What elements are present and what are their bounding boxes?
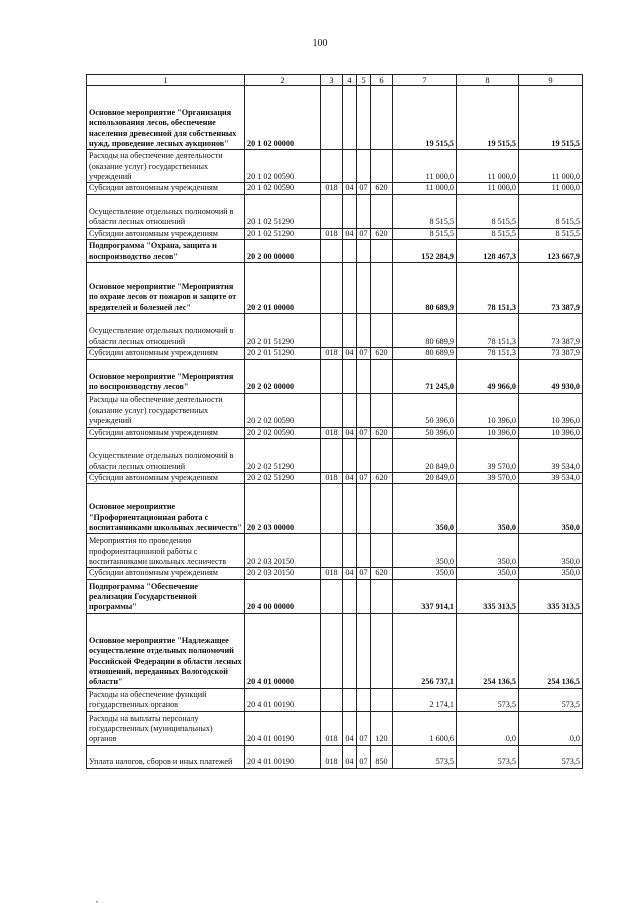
amount-year-3: 49 930,0 xyxy=(519,359,583,393)
amount-year-1: 152 284,9 xyxy=(393,240,457,263)
grbs-code xyxy=(321,439,343,473)
expense-type-code xyxy=(371,439,393,473)
grbs-code: 018 xyxy=(321,348,343,359)
expense-type-code xyxy=(371,150,393,183)
expense-type-code: 120 xyxy=(371,711,393,745)
section-code: 04 xyxy=(343,183,357,194)
budget-code: 20 2 02 00000 xyxy=(245,359,321,393)
grbs-code xyxy=(321,393,343,427)
amount-year-1: 20 849,0 xyxy=(393,439,457,473)
amount-year-3: 350,0 xyxy=(519,484,583,534)
budget-code: 20 4 01 00190 xyxy=(245,745,321,768)
budget-table xyxy=(86,74,583,769)
row-name: Осуществление отдельных полномочий в области лесных отношений xyxy=(87,439,245,473)
grbs-code: 018 xyxy=(321,228,343,239)
expense-type-code xyxy=(371,484,393,534)
section-code xyxy=(343,263,357,314)
row-name: Подпрограмма "Обеспечение реализации Государственной программы" xyxy=(87,579,245,613)
amount-year-3: 10 396,0 xyxy=(519,427,583,438)
row-name: Субсидии автономным учреждениям xyxy=(87,427,245,438)
amount-year-3: 573,5 xyxy=(519,745,583,768)
amount-year-1: 350,0 xyxy=(393,534,457,568)
table-row xyxy=(87,150,583,183)
amount-year-1: 50 396,0 xyxy=(393,427,457,438)
section-code: 04 xyxy=(343,711,357,745)
amount-year-1: 573,5 xyxy=(393,745,457,768)
section-code xyxy=(343,439,357,473)
amount-year-3: 10 396,0 xyxy=(519,393,583,427)
row-name: Подпрограмма "Охрана, защита и воспроизводство лесов" xyxy=(87,240,245,263)
grbs-code xyxy=(321,150,343,183)
row-name: Субсидии автономным учреждениям xyxy=(87,183,245,194)
subsection-code: 07 xyxy=(357,711,371,745)
amount-year-3: 123 667,9 xyxy=(519,240,583,263)
grbs-code xyxy=(321,314,343,348)
subsection-code xyxy=(357,613,371,688)
subsection-code xyxy=(357,484,371,534)
expense-type-code: 850 xyxy=(371,745,393,768)
expense-type-code: 620 xyxy=(371,473,393,484)
amount-year-2: 11 000,0 xyxy=(457,183,519,194)
amount-year-3: 573,5 xyxy=(519,688,583,711)
table-row xyxy=(87,534,583,568)
section-code: 04 xyxy=(343,745,357,768)
budget-code: 20 1 02 00590 xyxy=(245,150,321,183)
grbs-code xyxy=(321,194,343,228)
amount-year-2: 254 136,5 xyxy=(457,613,519,688)
table-row xyxy=(87,711,583,745)
column-header: 9 xyxy=(519,75,583,86)
subsection-code: 07 xyxy=(357,473,371,484)
expense-type-code: 620 xyxy=(371,228,393,239)
table-row xyxy=(87,183,583,194)
budget-code: 20 2 02 00590 xyxy=(245,393,321,427)
budget-code: 20 2 02 51290 xyxy=(245,439,321,473)
grbs-code xyxy=(321,579,343,613)
budget-code: 20 2 02 51290 xyxy=(245,473,321,484)
column-header: 3 xyxy=(321,75,343,86)
amount-year-2: 350,0 xyxy=(457,484,519,534)
column-header: 7 xyxy=(393,75,457,86)
amount-year-1: 2 174,1 xyxy=(393,688,457,711)
section-code: 04 xyxy=(343,348,357,359)
table-row xyxy=(87,393,583,427)
row-name: Мероприятия по проведению профориентационной работы с воспитанниками школьных лесничеств xyxy=(87,534,245,568)
table-row xyxy=(87,745,583,768)
grbs-code: 018 xyxy=(321,473,343,484)
amount-year-2: 573,5 xyxy=(457,688,519,711)
table-row xyxy=(87,228,583,239)
budget-code: 20 2 01 00000 xyxy=(245,263,321,314)
subsection-code xyxy=(357,534,371,568)
amount-year-3: 335 313,5 xyxy=(519,579,583,613)
amount-year-2: 10 396,0 xyxy=(457,393,519,427)
section-code xyxy=(343,86,357,150)
expense-type-code: 620 xyxy=(371,183,393,194)
amount-year-3: 8 515,5 xyxy=(519,194,583,228)
section-code xyxy=(343,579,357,613)
grbs-code xyxy=(321,263,343,314)
amount-year-1: 80 689,9 xyxy=(393,314,457,348)
table-row xyxy=(87,568,583,579)
budget-code: 20 4 00 00000 xyxy=(245,579,321,613)
expense-type-code xyxy=(371,240,393,263)
amount-year-3: 254 136,5 xyxy=(519,613,583,688)
grbs-code xyxy=(321,240,343,263)
table-row xyxy=(87,613,583,688)
budget-code: 20 4 01 00190 xyxy=(245,711,321,745)
row-name: Субсидии автономным учреждениям xyxy=(87,568,245,579)
amount-year-2: 78 151,3 xyxy=(457,314,519,348)
amount-year-2: 0,0 xyxy=(457,711,519,745)
subsection-code xyxy=(357,263,371,314)
amount-year-2: 19 515,5 xyxy=(457,86,519,150)
row-name: Основное мероприятие "Организация использования лесов, обеспечение населения древесиной для собственных нужд, проведение лесных аукционов" xyxy=(87,86,245,150)
expense-type-code xyxy=(371,534,393,568)
row-name: Основное мероприятие "Профориентационная работа с воспитанниками школьных лесничеств" xyxy=(87,484,245,534)
expense-type-code xyxy=(371,263,393,314)
budget-code: 20 2 03 00000 xyxy=(245,484,321,534)
budget-code: 20 1 02 51290 xyxy=(245,194,321,228)
table-row xyxy=(87,579,583,613)
section-code xyxy=(343,314,357,348)
expense-type-code xyxy=(371,194,393,228)
amount-year-1: 11 000,0 xyxy=(393,183,457,194)
grbs-code xyxy=(321,613,343,688)
subsection-code: 07 xyxy=(357,568,371,579)
amount-year-1: 19 515,5 xyxy=(393,86,457,150)
amount-year-3: 19 515,5 xyxy=(519,86,583,150)
table-row xyxy=(87,688,583,711)
budget-code: 20 4 01 00190 xyxy=(245,688,321,711)
amount-year-1: 8 515,5 xyxy=(393,228,457,239)
amount-year-3: 350,0 xyxy=(519,534,583,568)
amount-year-1: 350,0 xyxy=(393,484,457,534)
amount-year-1: 80 689,9 xyxy=(393,348,457,359)
table-row xyxy=(87,240,583,263)
budget-code: 20 2 01 51290 xyxy=(245,348,321,359)
grbs-code xyxy=(321,484,343,534)
subsection-code: 07 xyxy=(357,745,371,768)
table-row xyxy=(87,86,583,150)
grbs-code: 018 xyxy=(321,183,343,194)
expense-type-code: 620 xyxy=(371,568,393,579)
amount-year-2: 10 396,0 xyxy=(457,427,519,438)
section-code xyxy=(343,194,357,228)
amount-year-3: 8 515,5 xyxy=(519,228,583,239)
row-name: Расходы на обеспечение функций государственных органов xyxy=(87,688,245,711)
subsection-code xyxy=(357,359,371,393)
grbs-code xyxy=(321,688,343,711)
expense-type-code xyxy=(371,359,393,393)
amount-year-2: 78 151,3 xyxy=(457,348,519,359)
column-header: 6 xyxy=(371,75,393,86)
subsection-code: 07 xyxy=(357,183,371,194)
amount-year-3: 73 387,9 xyxy=(519,314,583,348)
amount-year-1: 8 515,5 xyxy=(393,194,457,228)
amount-year-1: 1 600,6 xyxy=(393,711,457,745)
amount-year-3: 39 534,0 xyxy=(519,473,583,484)
grbs-code: 018 xyxy=(321,568,343,579)
amount-year-2: 350,0 xyxy=(457,534,519,568)
budget-code: 20 4 01 00000 xyxy=(245,613,321,688)
table-header-row xyxy=(87,75,583,86)
amount-year-2: 8 515,5 xyxy=(457,228,519,239)
row-name: Расходы на обеспечение деятельности (оказание услуг) государственных учреждений xyxy=(87,393,245,427)
row-name: Расходы на обеспечение деятельности (оказание услуг) государственных учреждений xyxy=(87,150,245,183)
expense-type-code xyxy=(371,393,393,427)
amount-year-1: 80 689,9 xyxy=(393,263,457,314)
budget-code: 20 2 02 00590 xyxy=(245,427,321,438)
grbs-code: 018 xyxy=(321,745,343,768)
table-row xyxy=(87,194,583,228)
amount-year-2: 573,5 xyxy=(457,745,519,768)
footer-mark: , xyxy=(96,895,98,904)
column-header: 4 xyxy=(343,75,357,86)
table-row xyxy=(87,473,583,484)
section-code: 04 xyxy=(343,568,357,579)
amount-year-3: 73 387,9 xyxy=(519,263,583,314)
budget-code: 20 2 01 51290 xyxy=(245,314,321,348)
expense-type-code xyxy=(371,86,393,150)
table-row xyxy=(87,484,583,534)
grbs-code: 018 xyxy=(321,711,343,745)
subsection-code xyxy=(357,393,371,427)
amount-year-1: 20 849,0 xyxy=(393,473,457,484)
amount-year-2: 39 570,0 xyxy=(457,473,519,484)
expense-type-code xyxy=(371,314,393,348)
amount-year-3: 11 000,0 xyxy=(519,150,583,183)
amount-year-3: 73 387,9 xyxy=(519,348,583,359)
subsection-code: 07 xyxy=(357,427,371,438)
section-code: 04 xyxy=(343,228,357,239)
amount-year-3: 11 000,0 xyxy=(519,183,583,194)
section-code xyxy=(343,150,357,183)
subsection-code xyxy=(357,240,371,263)
subsection-code xyxy=(357,314,371,348)
grbs-code xyxy=(321,86,343,150)
subsection-code: 07 xyxy=(357,228,371,239)
table-row xyxy=(87,314,583,348)
budget-code: 20 2 03 20150 xyxy=(245,568,321,579)
amount-year-2: 49 966,0 xyxy=(457,359,519,393)
budget-code: 20 2 03 20150 xyxy=(245,534,321,568)
expense-type-code: 620 xyxy=(371,348,393,359)
row-name: Основное мероприятие "Мероприятия по воспроизводству лесов" xyxy=(87,359,245,393)
amount-year-2: 39 570,0 xyxy=(457,439,519,473)
row-name: Осуществление отдельных полномочий в области лесных отношений xyxy=(87,314,245,348)
amount-year-3: 0,0 xyxy=(519,711,583,745)
amount-year-1: 71 245,0 xyxy=(393,359,457,393)
subsection-code xyxy=(357,150,371,183)
table-row xyxy=(87,427,583,438)
amount-year-1: 350,0 xyxy=(393,568,457,579)
amount-year-2: 8 515,5 xyxy=(457,194,519,228)
expense-type-code xyxy=(371,613,393,688)
row-name: Основное мероприятие "Надлежащее осуществление отдельных полномочий Российской Федерации в области лесных отношений, переданных Вологодской области" xyxy=(87,613,245,688)
grbs-code: 018 xyxy=(321,427,343,438)
amount-year-2: 78 151,3 xyxy=(457,263,519,314)
table-row xyxy=(87,439,583,473)
row-name: Субсидии автономным учреждениям xyxy=(87,473,245,484)
amount-year-1: 337 914,1 xyxy=(393,579,457,613)
grbs-code xyxy=(321,534,343,568)
table-row xyxy=(87,348,583,359)
column-header: 2 xyxy=(245,75,321,86)
amount-year-1: 11 000,0 xyxy=(393,150,457,183)
budget-code: 20 1 02 00590 xyxy=(245,183,321,194)
budget-code: 20 1 02 51290 xyxy=(245,228,321,239)
row-name: Субсидии автономным учреждениям xyxy=(87,348,245,359)
section-code xyxy=(343,359,357,393)
grbs-code xyxy=(321,359,343,393)
subsection-code: 07 xyxy=(357,348,371,359)
row-name: Субсидии автономным учреждениям xyxy=(87,228,245,239)
row-name: Осуществление отдельных полномочий в области лесных отношений xyxy=(87,194,245,228)
amount-year-3: 39 534,0 xyxy=(519,439,583,473)
section-code xyxy=(343,613,357,688)
column-header: 8 xyxy=(457,75,519,86)
amount-year-1: 50 396,0 xyxy=(393,393,457,427)
table-row xyxy=(87,359,583,393)
subsection-code xyxy=(357,688,371,711)
section-code xyxy=(343,484,357,534)
budget-code: 20 2 00 00000 xyxy=(245,240,321,263)
expense-type-code xyxy=(371,688,393,711)
expense-type-code xyxy=(371,579,393,613)
row-name: Основное мероприятие "Мероприятия по охране лесов от пожаров и защите от вредителей и болезней лес" xyxy=(87,263,245,314)
budget-code: 20 1 02 00000 xyxy=(245,86,321,150)
table-row xyxy=(87,263,583,314)
column-header: 1 xyxy=(87,75,245,86)
amount-year-2: 11 000,0 xyxy=(457,150,519,183)
section-code: 04 xyxy=(343,473,357,484)
amount-year-2: 350,0 xyxy=(457,568,519,579)
subsection-code xyxy=(357,194,371,228)
section-code xyxy=(343,240,357,263)
section-code xyxy=(343,393,357,427)
section-code xyxy=(343,534,357,568)
row-name: Расходы на выплаты персоналу государственных (муниципальных) органов xyxy=(87,711,245,745)
subsection-code xyxy=(357,439,371,473)
amount-year-2: 128 467,3 xyxy=(457,240,519,263)
section-code: 04 xyxy=(343,427,357,438)
row-name: Уплата налогов, сборов и иных платежей xyxy=(87,745,245,768)
subsection-code xyxy=(357,579,371,613)
subsection-code xyxy=(357,86,371,150)
page-number: 100 xyxy=(312,38,328,49)
amount-year-2: 335 313,5 xyxy=(457,579,519,613)
column-header: 5 xyxy=(357,75,371,86)
expense-type-code: 620 xyxy=(371,427,393,438)
amount-year-3: 350,0 xyxy=(519,568,583,579)
section-code xyxy=(343,688,357,711)
amount-year-1: 256 737,1 xyxy=(393,613,457,688)
